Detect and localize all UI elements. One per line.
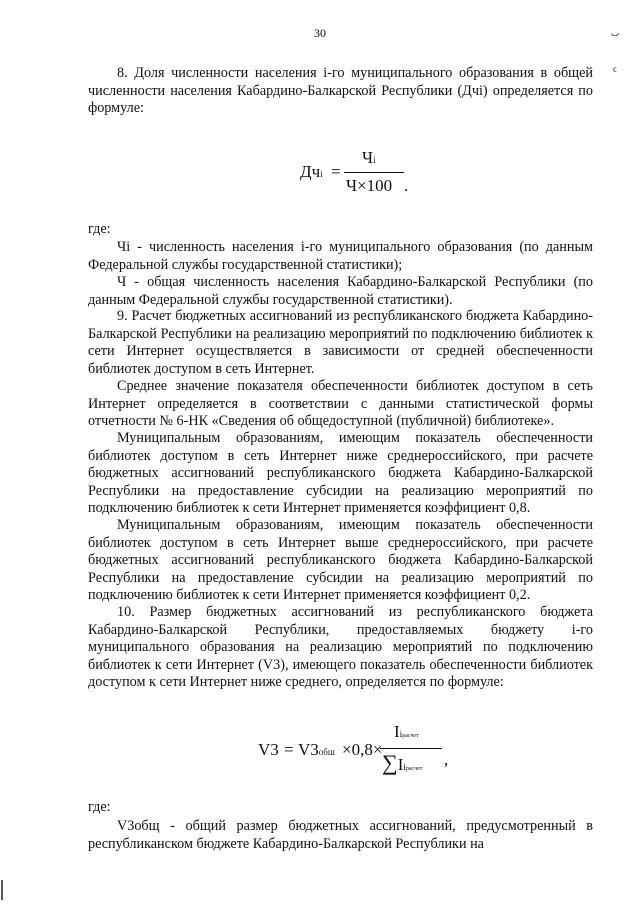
formula-denominator: Ч×100 — [346, 176, 393, 195]
formula-numerator: Чi — [362, 148, 376, 167]
left-scan-edge — [1, 880, 3, 900]
page-number: 30 — [314, 26, 326, 40]
formula2-v-total: V3обш — [298, 740, 335, 759]
where-label-2: где: — [88, 799, 111, 815]
formula2-numerator: Iiрасчет — [394, 722, 419, 741]
formula2-eq: = — [284, 740, 294, 759]
formula-share — [300, 150, 420, 200]
margin-mark: ٮ — [611, 28, 620, 38]
definition-v3-total: V3общ - общий размер бюджетных ассигнований, предусмотренный в республиканском бюджете Кабардино-Балкарской Республики на — [88, 818, 593, 852]
paragraph-above-average: Муниципальным образованиям, имеющим показатель обеспеченности библиотек доступом в сеть Интернет выше среднероссийского, при расчете бюджетных ассигнований республиканского бюджета Кабардино-Балкарской Республики на предоставление субсидии на реализацию мероприятий по подключению библиотек к сети Интернет применяется коэффициент 0,2. — [88, 517, 593, 604]
fraction-bar — [380, 748, 442, 749]
paragraph-below-average: Муниципальным образованиям, имеющим показатель обеспеченности библиотек доступом в сеть Интернет ниже среднероссийского, при расчете бюджетных ассигнований республиканского бюджета Кабардино-Балкарской Республики на предоставление субсидии на реализацию мероприятий по подключению библиотек к сети Интернет применяется коэффициент 0,8. — [88, 430, 593, 517]
definition-ch: Ч - общая численность населения Кабардино-Балкарской Республики (по данным Федеральной службы государственной статистики). — [88, 274, 593, 308]
formula-tail: . — [404, 176, 409, 195]
where-label: где: — [88, 221, 111, 237]
fraction-bar — [344, 172, 404, 173]
paragraph-average: Среднее значение показателя обеспеченности библиотек доступом в сеть Интернет определяется в соответствии с данными статистической формы отчетности № 6-НК «Сведения об общедоступной (публичной) библиотеке». — [88, 378, 593, 430]
paragraph-9: 9. Расчет бюджетных ассигнований из республиканского бюджета Кабардино-Балкарской Республики на реализацию мероприятий по подключению библиотек к сети Интернет осуществляется в зависимости от средней обеспеченности библиотек доступом в сеть Интернет. — [88, 308, 593, 377]
formula2-tail: , — [444, 750, 449, 769]
margin-mark: ϲ — [613, 64, 617, 74]
formula2-lhs: V3 — [258, 740, 279, 759]
paragraph-10: 10. Размер бюджетных ассигнований из республиканского бюджета Кабардино-Балкарской Республики, предоставляемых бюджету i-го муниципального образования на реализацию мероприятий по подключению библиотек к сети Интернет (V3), имеющего показатель обеспеченности библиотек доступом к сети Интернет ниже среднего, определяется по формуле: — [88, 604, 593, 691]
paragraph-8: 8. Доля численности населения i-го муниципального образования в общей численности населения Кабардино-Балкарской Республики (Дчi) определяется по формуле: — [88, 65, 593, 117]
formula2-denominator: ∑Iiрасчет — [382, 750, 423, 775]
formula-lhs: Дчi — [300, 162, 323, 181]
definition-ch-i: Чi - численность населения i-го муниципального образования (по данным Федеральной службы государственной статистики); — [88, 239, 593, 273]
formula2-coefficient: ×0,8× — [342, 740, 383, 759]
formula-eq: = — [331, 162, 341, 181]
formula-v3 — [258, 722, 458, 782]
